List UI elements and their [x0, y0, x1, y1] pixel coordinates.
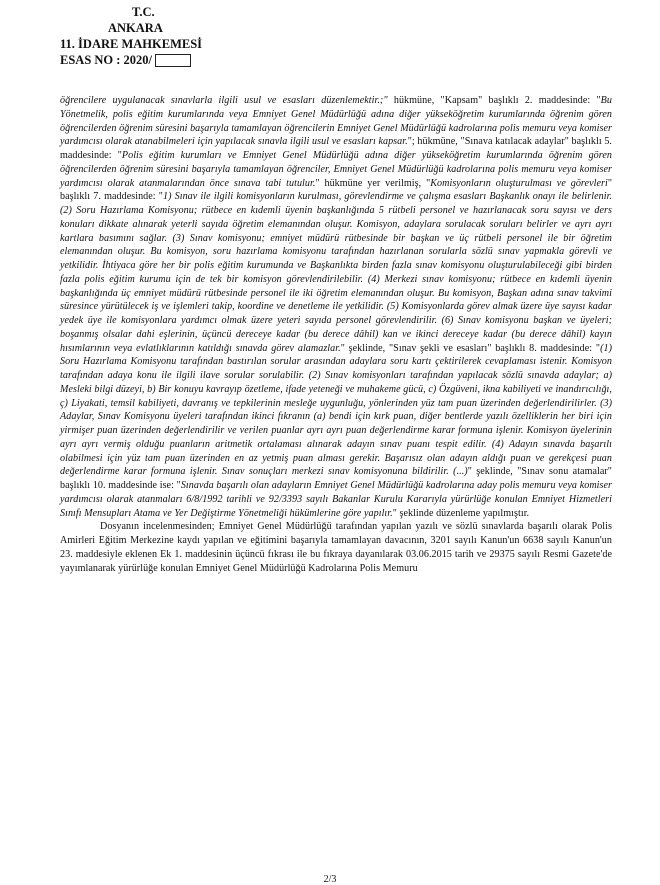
quoted-regulation-text: öğrencilere uygulanacak sınavlarla ilgili usul ve esasları düzenlemektir.;" [60, 95, 388, 106]
narrative-text: " hükmüne yer verilmiş, " [315, 177, 431, 189]
narrative-text: " başlıklı 7. maddesinde: " [60, 177, 612, 203]
quoted-regulation-text: Komisyonların oluşturulması ve görevleri [430, 177, 608, 189]
court-header [60, 4, 300, 68]
quoted-regulation-text: Bu Yönetmelik, polis eğitim kurumlarında veya Emniyet Genel Müdürlüğü adına diğer yükseköğretim kurumlarında öğrenim gören öğrencilerden öğrenim süresini başarıyla tamamlayan öğrencilerin Emniyet Genel Müdürlüğü kadrolarına polis memuru veya komiser yardımcısı olarak atanabilmeleri için yapılacak sınavla ilgili usul ve esasları kapsar. [60, 95, 612, 148]
narrative-text: " şeklinde, "Sınav sonu atamalar" başlıklı 10. maddesinde ise: " [60, 466, 612, 491]
narrative-text: " şeklinde düzenleme yapılmıştır. [392, 507, 530, 519]
quoted-regulation-text: (1) Soru Hazırlama Komisyonu tarafından bastırılan sorular arasından adaylara soru kartı çektirilerek cevaplaması istenir. Komisyon tarafından adaya konu ile ilgili ilave sorular sorulabilir. (2) Sınav komisyonları tarafından yapılacak sözlü sınavda adaylar; a) Mesleki bilgi düzeyi, b) Bir konuyu kavrayıp özetleme, ifade yeteneği ve muhakeme gücü, c) Özgüveni, ikna kabiliyeti ve inandırıcılığı, ç) Liyakati, temsil kabiliyeti, davranış ve tepkilerinin mesleğe uygunluğu, yönlerinden yüz tam puan üzerinden değerlendirilirler. (3) Adaylar, Sınav Komisyonu üyeleri tarafından ikinci fıkranın (a) bendi için kırk puan, diğer bentlerde yazılı özelliklerin her biri için yirmişer puan üzerinden değerlendirilir ve verilen puanlar ayrı ayrı puan değerlendirme karar formuna işlenir. Komisyon üyelerinin ayrı ayrı vermiş olduğu puanların aritmetik ortalaması alınarak adayın sınav puanı tespit edilir. (4) Adayın sınavda başarılı olabilmesi için yüz tam puan üzerinden en az yetmiş puan alması gerekir. Başarısız olan adayın aldığı puan ve gerekçesi puan değerlendirme karar formuna işlenir. Sınav sonuçları merkezi sınav komisyonuna bildirilir. (...) [60, 342, 612, 478]
header-case-number [60, 52, 300, 68]
paragraph-case-review: Dosyanın incelenmesinden; Emniyet Genel Müdürlüğü tarafından yapılan yazılı ve sözlü sınavlarda başarılı olarak Polis Amirleri Eğitim Merkezine kaydı yapılan ve eğitimini başarıyla tamamlayan davacının, 3201 sayılı Kanun'un 6638 sayılı Kanun'un 23. maddesiyle eklenen Ek 1. maddesinin üçüncü fıkrası ile bu fıkraya dayanılarak 03.06.2015 tarih ve 29375 sayılı Resmi Gazete'de yayımlanarak yürürlüğe konulan Emniyet Genel Müdürlüğü Kadrolarına Polis Memuru [60, 521, 612, 574]
header-city: ANKARA [108, 21, 163, 35]
page-number: 2/3 [323, 874, 337, 885]
quoted-regulation-text: Sınavda başarılı olan adayların Emniyet Genel Müdürlüğü kadrolarına aday polis memuru veya komiser yardımcısı olarak atanmaları 6/8/1992 tarihli ve 92/3393 sayılı Bakanlar Kurulu Kararıyla yürürlüğe konulan Emniyet Hizmetleri Sınıfı Mensupları Atama ve Yer Değiştirme Yönetmeliği hükümlerine göre yapılır. [60, 480, 612, 519]
redacted-case-box [155, 54, 191, 67]
narrative-text: hükmüne, "Kapsam" başlıklı 2. maddesinde: " [387, 95, 601, 106]
case-number-label: ESAS NO : 2020/ [60, 53, 153, 67]
narrative-text: " şeklinde, "Sınav şekli ve esasları" başlıklı 8. maddesinde: " [340, 342, 601, 354]
document-body [60, 94, 612, 575]
header-republic: T.C. [132, 5, 155, 19]
quoted-regulation-text: Polis eğitim kurumları ve Emniyet Genel Müdürlüğü adına diğer yükseköğretim kurumlarında öğrenim gören öğrencilerden öğrenim süresini başarıyla tamamlayan öğrenciler, Emniyet Genel Müdürlüğü kadrolarına polis memuru veya komiser yardımcısı olarak atanmalarından önce sınava tabi tutulur. [60, 150, 613, 189]
quoted-regulation-text: 1) Sınav ile ilgili komisyonların kurulması, görevlendirme ve çalışma esasları Başkanlık onayı ile belirlenir. (2) Soru Hazırlama Komisyonu; rütbece en kıdemli üyenin başkanlığında 5 rütbeli personel ve hazırlanacak soru sayısı ve ders konuları dikkate alınarak yeterli sayıda öğretim elemanından oluşur. Komisyon, adaylara sorulacak soruları belirler ve ayrı ayrı kartlara basımını sağlar. (3) Sınav komisyonu; emniyet müdürü rütbesinde bir başkan ve üç rütbeli personel ile bir öğretim elemanından oluşur. Bu komisyon, soru hazırlama komisyonu tarafından hazırlanan sorularla sözlü sınav yapmakla görevli ve yetkilidir. İhtiyaca göre her bir polis eğitim kurumunda ve Başkanlıkta birden fazla sınav komisyonu oluşturulabileceği gibi birden fazla polis eğitim kurumu için de tek bir komisyon görevlendirilebilir. (4) Merkezi sınav komisyonu; rütbece en kıdemli üyenin başkanlığında üç emniyet müdürü rütbesinde personel ile iki öğretim elemanından oluşur. Bu komisyon, Başkan adına sınav takvimi süresince yürütülecek iş ve işlemleri takip, koordine ve denetleme ile yetkilidir. (5) Komisyonlarda görev almak üzere üye sayısı kadar yedek üye ile komisyonlara yardımcı olmak üzere yeteri sayıda personel görevlendirilir. (6) Sınav komisyonu başkan ve üyeleri; boşanmış olsalar dahi eşlerinin, üçüncü dereceye kadar (bu derece dâhil) kan ve ikinci dereceye kadar (bu derece dâhil) kayın hısımlarının veya evlatlıklarının katıldığı sınavda görev alamazlar. [60, 191, 613, 354]
header-court-name: 11. İDARE MAHKEMESİ [60, 37, 203, 51]
paragraph-regulation-quote [60, 94, 612, 520]
narrative-text: "; hükmüne, "Sınava katılacak adaylar" başlıklı 5. maddesinde: " [60, 136, 612, 161]
